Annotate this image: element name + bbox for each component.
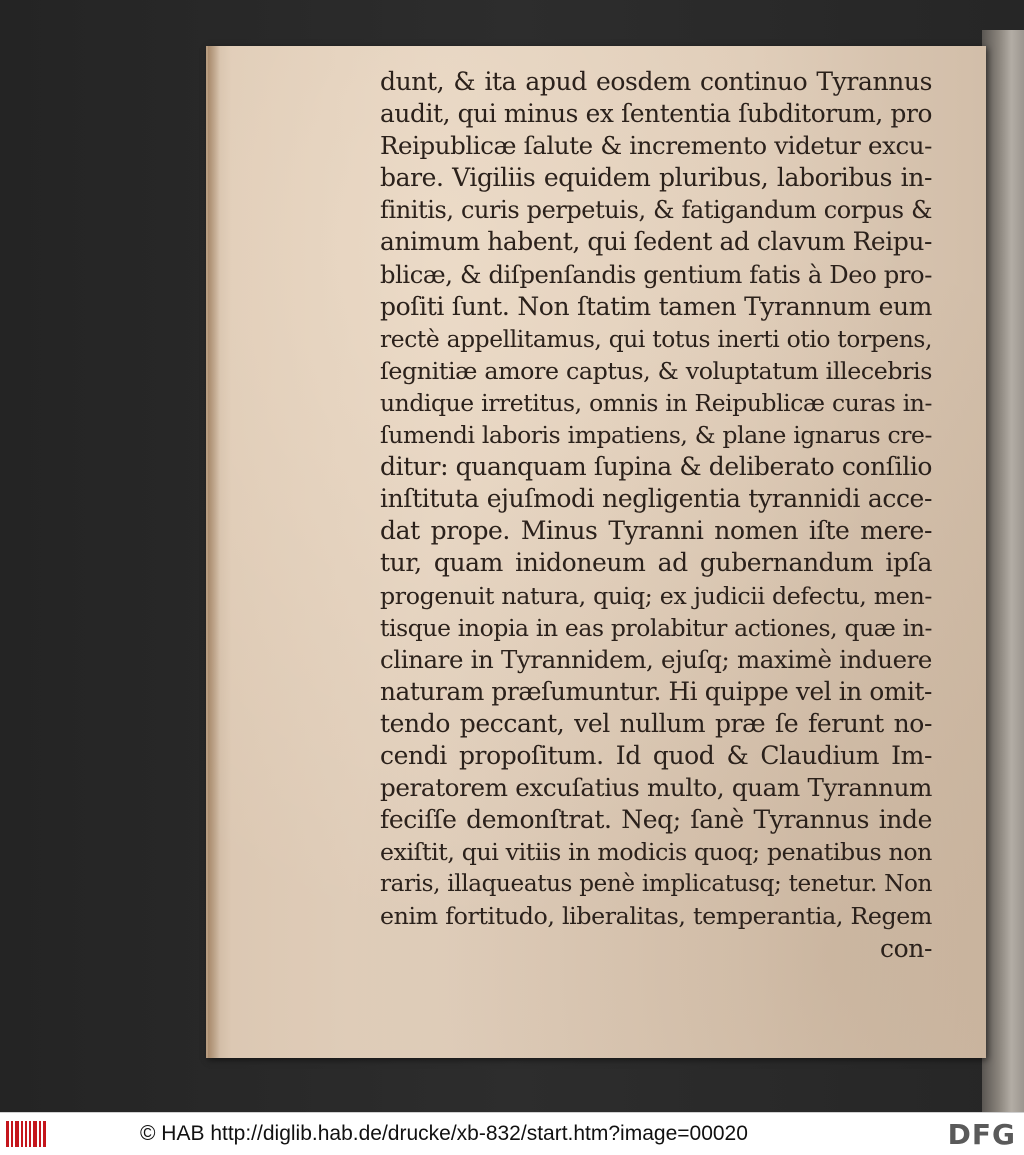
text-line: ſegnitiæ amore captus, & voluptatum illecebris bbox=[380, 356, 932, 385]
text-line: animum habent, qui ſedent ad clavum Reipu- bbox=[380, 227, 932, 257]
scanned-page bbox=[206, 46, 986, 1058]
text-line: undique irretitus, omnis in Reipublicæ curas in- bbox=[380, 388, 932, 417]
text-line: raris, illaqueatus penè implicatusq; tenetur. Non bbox=[380, 871, 932, 898]
text-line: ſumendi laboris impatiens, & plane ignarus cre- bbox=[380, 421, 932, 450]
text-line: blicæ, & diſpenſandis gentium fatis à Deo pro- bbox=[380, 260, 932, 289]
hab-barcode-icon bbox=[6, 1121, 46, 1147]
text-line: inſtituta ejuſmodi negligentia tyrannidi acce- bbox=[380, 484, 932, 514]
text-line: exiſtit, qui vitiis in modicis quoq; penatibus non bbox=[380, 838, 932, 867]
text-line: Reipublicæ ſalute & incremento videtur excu- bbox=[380, 131, 932, 161]
text-line: enim fortitudo, liberalitas, temperantia, Regem bbox=[380, 902, 932, 931]
text-line: feciſſe demonſtrat. Neq; ſanè Tyrannus inde bbox=[380, 805, 932, 835]
backing-board bbox=[982, 30, 1024, 1112]
footer-bar bbox=[0, 1112, 1024, 1155]
text-line: ditur: quanquam ſupina & deliberato conſilio bbox=[380, 452, 933, 482]
dfg-logo: DFG bbox=[947, 1118, 1016, 1151]
page-gutter-shadow bbox=[208, 46, 220, 1058]
copyright-link[interactable]: © HAB http://diglib.hab.de/drucke/xb-832/start.htm?image=00020 bbox=[140, 1122, 748, 1145]
text-line: cendi propoſitum. Id quod & Claudium Im- bbox=[380, 740, 932, 770]
text-line: dat prope. Minus Tyranni nomen iſte mere- bbox=[380, 516, 932, 546]
text-line: finitis, curis perpetuis, & fatigandum corpus & bbox=[380, 196, 932, 225]
text-line: clinare in Tyrannidem, ejuſq; maximè induere bbox=[380, 644, 932, 674]
text-line: progenuit natura, quiq; ex judicii defectu, men- bbox=[380, 581, 932, 610]
text-line: poſiti ſunt. Non ſtatim tamen Tyrannum eum bbox=[380, 291, 932, 321]
text-line: tendo peccant, vel nullum præ ſe ferunt no- bbox=[380, 708, 932, 738]
text-line: bare. Vigiliis equidem pluribus, laboribus in- bbox=[380, 163, 932, 193]
text-line: naturam præſumuntur. Hi quippe vel in omit- bbox=[380, 676, 932, 706]
text-line: dunt, & ita apud eosdem continuo Tyrannus bbox=[380, 67, 932, 96]
page-text-block bbox=[380, 66, 932, 965]
text-line: tisque inopia in eas prolabitur actiones, quæ in- bbox=[380, 613, 932, 642]
text-line: rectè appellitamus, qui totus inerti otio torpens, bbox=[380, 324, 932, 353]
catchword: con- bbox=[879, 933, 932, 963]
text-line: tur, quam inidoneum ad gubernandum ipſa bbox=[380, 548, 932, 578]
text-line: audit, qui minus ex ſententia ſubditorum, pro bbox=[380, 99, 932, 129]
text-line: peratorem excuſatius multo, quam Tyrannum bbox=[380, 773, 932, 803]
